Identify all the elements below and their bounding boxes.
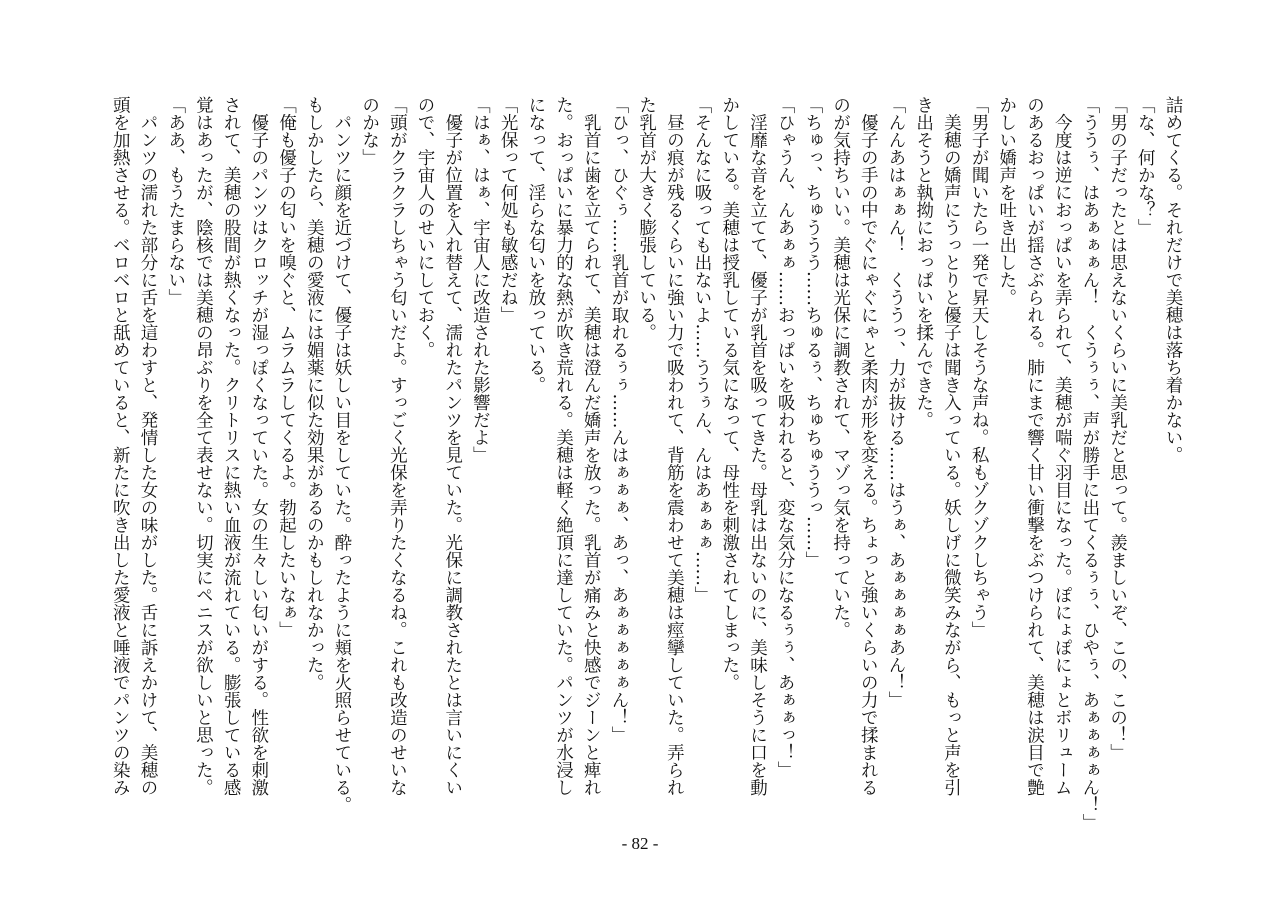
text-line: 「そんなに吸っても出ないよ……ううぅん、んはあぁぁぁ……」 — [692, 96, 713, 604]
body-text — [106, 96, 1186, 831]
text-line: のかな」 — [359, 96, 380, 166]
text-line: 「ひゃうん、んあぁぁ……おっぱいを吸われると、変な気分になるぅぅ、あぁぁっ！」 — [775, 96, 796, 779]
text-line: 「んんあはぁぁん！ くううっ、力が抜ける……はうぁ、あぁぁぁぁあん！」 — [885, 96, 906, 709]
text-line: た。おっぱいに暴力的な熱が吹き荒れる。美穂は軽く絶頂に達していた。パンツが水浸し — [553, 96, 574, 796]
text-line: 「な、何かな？」 — [1135, 96, 1156, 236]
text-line: 乳首に歯を立てられて、美穂は澄んだ嬌声を放った。乳首が痛みと快感でジーンと痺れ — [581, 96, 602, 796]
text-line: パンツに顔を近づけて、優子は妖しい目をしていた。酔ったように頬を火照らせている。 — [331, 96, 352, 814]
text-line: 優子が位置を入れ替えて、濡れたパンツを見ていた。光保に調教されたとは言いにくい — [442, 96, 463, 796]
text-line: た乳首が大きく膨張している。 — [636, 96, 657, 341]
text-line: 「俺も優子の匂いを嗅ぐと、ムラムラしてくるよ。勃起したいなぁ」 — [276, 96, 297, 639]
text-line: 頭を加熱させる。ベロベロと舐めていると、新たに吹き出した愛液と唾液でパンツの染み — [110, 96, 131, 796]
text-line: 「男子が聞いたら一発で昇天しそうな声ね。私もゾクゾクしちゃう」 — [969, 96, 990, 639]
text-line: 優子の手の中でぐにゃぐにゃと柔肉が形を変える。ちょっと強いくらいの力で揉まれる — [858, 96, 879, 796]
text-line: のあるおっぱいが揺さぶられる。肺にまで響く甘い衝撃をぶつけられて、美穂は涙目で艶 — [1024, 96, 1045, 796]
text-line: パンツの濡れた部分に舌を這わすと、発情した女の味がした。舌に訴えかけて、美穂の — [137, 96, 158, 796]
text-line: かしている。美穂は授乳している気になって、母性を刺激されてしまった。 — [719, 96, 740, 691]
page-number: - 82 - — [621, 834, 659, 853]
text-line: されて、美穂の股間が熱くなった。クリトリスに熱い血液が流れている。膨張している感 — [221, 96, 242, 796]
text-line: 詰めてくる。それだけで美穂は落ち着かない。 — [1163, 96, 1183, 464]
text-line: 「ううぅ、はあぁぁぁん！ くうぅぅ、声が勝手に出てくるぅぅ、ひやぅ、あぁぁぁぁん！」 — [1079, 96, 1100, 831]
text-line: 優子のパンツはクロッチが湿っぽくなっていた。女の生々しい匂いがする。性欲を刺激 — [248, 96, 269, 796]
text-line: 「はぁ、はぁ、宇宙人に改造された影響だよ」 — [470, 96, 491, 464]
text-line: 「頭がクラクラしちゃう匂いだよ。すっごく光保を弄りたくなるね。これも改造のせいな — [387, 96, 408, 796]
text-line: 「ああ、もうたまらない」 — [165, 96, 186, 306]
text-line: もしかしたら、美穂の愛液には媚薬に似た効果があるのかもしれなかった。 — [304, 96, 325, 691]
text-line: 「男の子だったとは思えないくらいに美乳だと思って。羨ましいぞ、この、この！」 — [1107, 96, 1128, 761]
text-line: 美穂の嬌声にうっとりと優子は聞き入っている。妖しげに微笑みながら、もっと声を引 — [941, 96, 962, 796]
text-line: 淫靡な音を立てて、優子が乳首を吸ってきた。母乳は出ないのに、美味しそうに口を動 — [747, 96, 768, 796]
text-line: ので、宇宙人のせいにしておく。 — [415, 96, 436, 359]
text-line: 今度は逆におっぱいを弄られて、美穂が喘ぐ羽目になった。ぽにょぽにょとボリューム — [1052, 96, 1073, 796]
text-line: 覚はあったが、陰核では美穂の昂ぶりを全て表せない。切実にペニスが欲しいと思った。 — [193, 96, 214, 796]
text-line: き出そうと執拗におっぱいを揉んできた。 — [913, 96, 934, 429]
text-line: になって、淫らな匂いを放っている。 — [525, 96, 546, 394]
text-line: 昼の痕が残るくらいに強い力で吸われて、背筋を震わせて美穂は痙攣していた。弄られ — [664, 96, 685, 796]
text-line: のが気持ちいい。美穂は光保に調教されて、マゾっ気を持っていた。 — [830, 96, 851, 639]
text-line: かしい嬌声を吐き出した。 — [996, 96, 1017, 306]
text-line: 「光保って何処も敏感だね」 — [498, 96, 519, 324]
text-line: 「ちゅっ、ちゅううう……ちゅるぅ、ちゅちゅううっ……」 — [802, 96, 823, 569]
text-line: 「ひっ、ひぐぅ……乳首が取れるぅぅ……んはぁぁぁ、あっ、あぁぁぁぁぁん！」 — [608, 96, 629, 744]
